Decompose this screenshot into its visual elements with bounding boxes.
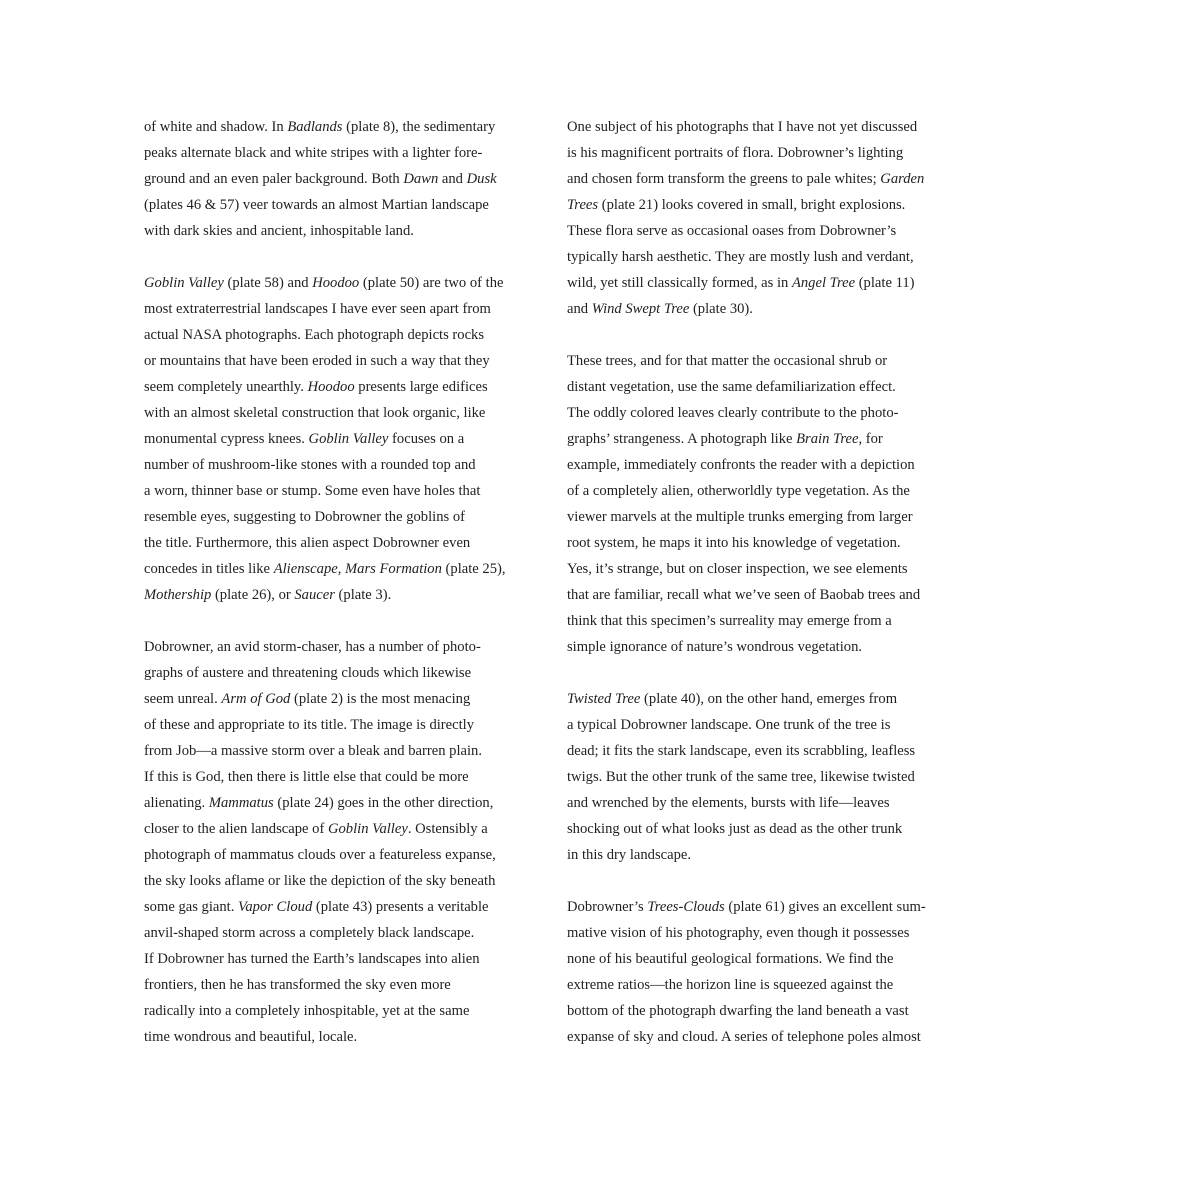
text-line [144,634,534,660]
text-line [144,296,534,322]
italic-title-text: Arm of God [221,691,291,707]
text-line [567,504,957,530]
text-line [567,920,957,946]
text-line [144,140,534,166]
body-text: One subject of his photographs that I have not yet discussed [567,119,918,135]
italic-title-text: Dusk [466,171,497,187]
text-line [144,712,534,738]
body-text: These trees, and for that matter the occasional shrub or [567,353,888,369]
body-text: that are familiar, recall what we’ve seen of Baobab trees and [567,587,921,603]
body-text: . Ostensibly a [407,821,488,837]
text-line [144,478,534,504]
body-text: with an almost skeletal construction that look organic, like [144,405,486,421]
body-text: typically harsh aesthetic. They are mostly lush and verdant, [567,249,914,265]
text-line [144,114,534,140]
body-text: think that this specimen’s surreality may emerge from a [567,613,892,629]
text-line [567,712,957,738]
text-line [567,764,957,790]
body-text: in this dry landscape. [567,847,692,863]
body-text: If this is God, then there is little else that could be more [144,769,469,785]
italic-title-text: Trees-Clouds [647,899,725,915]
italic-title-text: Saucer [294,587,335,603]
text-line [144,400,534,426]
body-text: (plate 25), [441,561,506,577]
italic-title-text: Hoodoo [312,275,360,291]
body-text: the sky looks aflame or like the depiction of the sky beneath [144,873,496,889]
body-text: simple ignorance of nature’s wondrous vegetation. [567,639,863,655]
body-text: seem unreal. [144,691,222,707]
body-text: the title. Furthermore, this alien aspect Dobrowner even [144,535,471,551]
italic-title-text: Alienscape [273,561,338,577]
text-line [144,790,534,816]
text-line [567,270,957,296]
body-text: some gas giant. [144,899,239,915]
paragraph [567,114,957,322]
text-line [567,218,957,244]
body-text: (plate 24) goes in the other direction, [273,795,494,811]
text-line [567,686,957,712]
paragraph [567,686,957,868]
text-line [144,946,534,972]
body-text: root system, he maps it into his knowledge of vegetation. [567,535,901,551]
text-line [144,504,534,530]
body-text: , [337,561,346,577]
body-text: (plate 61) gives an excellent sum- [724,899,926,915]
italic-title-text: Vapor Cloud [238,899,313,915]
text-line [144,660,534,686]
text-line [144,452,534,478]
italic-title-text: Garden [880,171,925,187]
body-text: radically into a completely inhospitable, yet at the same [144,1003,470,1019]
text-line [567,166,957,192]
body-text: (plate 40), on the other hand, emerges from [640,691,898,707]
body-text: (plate 43) presents a veritable [312,899,489,915]
italic-title-text: Mammatus [208,795,274,811]
text-line [144,374,534,400]
body-text: from Job—a massive storm over a bleak and barren plain. [144,743,482,759]
body-text: presents large edifices [354,379,488,395]
text-line [144,998,534,1024]
body-text: or mountains that have been eroded in such a way that they [144,353,490,369]
body-text: number of mushroom-like stones with a rounded top and [144,457,476,473]
text-line [567,842,957,868]
body-text: with dark skies and ancient, inhospitable land. [144,223,414,239]
body-text: These flora serve as occasional oases from Dobrowner’s [567,223,897,239]
text-line [567,348,957,374]
body-text: seem completely unearthly. [144,379,308,395]
body-text: and [567,301,592,317]
body-text: Dobrowner, an avid storm-chaser, has a number of photo- [144,639,481,655]
body-text: shocking out of what looks just as dead as the other trunk [567,821,903,837]
text-line [144,868,534,894]
italic-title-text: Twisted Tree [567,691,641,707]
body-text: of a completely alien, otherworldly type vegetation. As the [567,483,910,499]
italic-title-text: Mars Formation [345,561,442,577]
body-text: most extraterrestrial landscapes I have ever seen apart from [144,301,491,317]
italic-title-text: Goblin Valley [327,821,408,837]
body-text: resemble eyes, suggesting to Dobrowner the goblins of [144,509,465,525]
body-text: none of his beautiful geological formations. We find the [567,951,894,967]
body-text: (plates 46 & 57) veer towards an almost Martian landscape [144,197,489,213]
text-line [567,530,957,556]
body-text: The oddly colored leaves clearly contribute to the photo- [567,405,899,421]
body-text: Yes, it’s strange, but on closer inspection, we see elements [567,561,908,577]
body-text: mative vision of his photography, even though it possesses [567,925,910,941]
body-text: (plate 50) are two of the [359,275,504,291]
text-line [144,842,534,868]
italic-title-text: Goblin Valley [144,275,224,291]
text-line [144,192,534,218]
italic-title-text: Dawn [403,171,439,187]
body-text: example, immediately confronts the reader with a depiction [567,457,915,473]
text-line [567,816,957,842]
text-line [567,140,957,166]
text-line [567,426,957,452]
text-line [567,582,957,608]
body-text: focuses on a [388,431,465,447]
text-line [144,738,534,764]
body-text: photograph of mammatus clouds over a featureless expanse, [144,847,496,863]
italic-title-text: Angel Tree [791,275,856,291]
text-line [567,400,957,426]
body-text: (plate 26), or [211,587,295,603]
body-text: graphs’ strangeness. A photograph like [567,431,797,447]
text-line [144,686,534,712]
text-line [144,972,534,998]
text-line [144,582,534,608]
body-text: peaks alternate black and white stripes with a lighter fore- [144,145,483,161]
italic-title-text: Mothership [144,587,212,603]
text-line [144,764,534,790]
body-text: twigs. But the other trunk of the same tree, likewise twisted [567,769,915,785]
body-text: is his magnificent portraits of flora. Dobrowner’s lighting [567,145,904,161]
italic-title-text: Hoodoo [307,379,355,395]
body-text: extreme ratios—the horizon line is squeezed against the [567,977,894,993]
text-line [567,192,957,218]
text-line [567,894,957,920]
body-text: concedes in titles like [144,561,274,577]
text-line [144,270,534,296]
italic-title-text: Trees [567,197,599,213]
body-text: actual NASA photographs. Each photograph depicts rocks [144,327,485,343]
body-text: bottom of the photograph dwarfing the land beneath a vast [567,1003,909,1019]
body-text: distant vegetation, use the same defamiliarization effect. [567,379,896,395]
paragraph [144,270,534,608]
body-text: (plate 2) is the most menacing [290,691,471,707]
paragraph [567,894,957,1050]
body-text: expanse of sky and cloud. A series of telephone poles almost [567,1029,921,1045]
text-line [144,894,534,920]
body-text: viewer marvels at the multiple trunks emerging from larger [567,509,913,525]
italic-title-text: Goblin Valley [308,431,389,447]
body-text: of white and shadow. In [144,119,288,135]
body-text: anvil-shaped storm across a completely black landscape. [144,925,475,941]
text-line [144,556,534,582]
body-text: If Dobrowner has turned the Earth’s landscapes into alien [144,951,480,967]
paragraph [144,114,534,244]
text-line [144,920,534,946]
text-line [144,426,534,452]
text-line [567,556,957,582]
body-text: and wrenched by the elements, bursts with life—leaves [567,795,890,811]
body-text: ground and an even paler background. Both [144,171,404,187]
body-text: (plate 30). [689,301,753,317]
text-line [144,166,534,192]
body-text: (plate 8), the sedimentary [342,119,496,135]
italic-title-text: Wind Swept Tree [591,301,690,317]
text-line [567,374,957,400]
text-line [567,1024,957,1050]
text-line [567,946,957,972]
text-line [567,452,957,478]
body-text: time wondrous and beautiful, locale. [144,1029,358,1045]
paragraph [567,348,957,660]
body-text: and chosen form transform the greens to pale whites; [567,171,881,187]
body-text: Dobrowner’s [567,899,648,915]
text-line [144,530,534,556]
body-text: (plate 3). [334,587,392,603]
body-text: (plate 21) looks covered in small, bright explosions. [598,197,906,213]
text-line [567,738,957,764]
body-text: alienating. [144,795,209,811]
body-text: of these and appropriate to its title. The image is directly [144,717,475,733]
paragraph [144,634,534,1050]
text-line [567,478,957,504]
body-text: frontiers, then he has transformed the sky even more [144,977,451,993]
body-text: wild, yet still classically formed, as in [567,275,792,291]
body-text: monumental cypress knees. [144,431,309,447]
text-line [567,296,957,322]
text-line [567,972,957,998]
text-line [567,790,957,816]
text-line [567,608,957,634]
italic-title-text: Brain Tree [796,431,859,447]
text-line [144,218,534,244]
text-line [567,634,957,660]
italic-title-text: Badlands [287,119,343,135]
body-text: closer to the alien landscape of [144,821,328,837]
text-line [144,322,534,348]
body-text: (plate 58) and [223,275,313,291]
body-text: , for [858,431,883,447]
body-text: graphs of austere and threatening clouds which likewise [144,665,472,681]
body-text: and [438,171,467,187]
text-line [567,998,957,1024]
text-line [567,114,957,140]
text-column-left [144,114,534,1076]
text-line [144,348,534,374]
text-line [567,244,957,270]
text-line [144,1024,534,1050]
text-column-right [567,114,957,1076]
body-text: a worn, thinner base or stump. Some even have holes that [144,483,481,499]
body-text: a typical Dobrowner landscape. One trunk of the tree is [567,717,891,733]
body-text: dead; it fits the stark landscape, even its scrabbling, leafless [567,743,916,759]
text-line [144,816,534,842]
body-text: (plate 11) [855,275,915,291]
